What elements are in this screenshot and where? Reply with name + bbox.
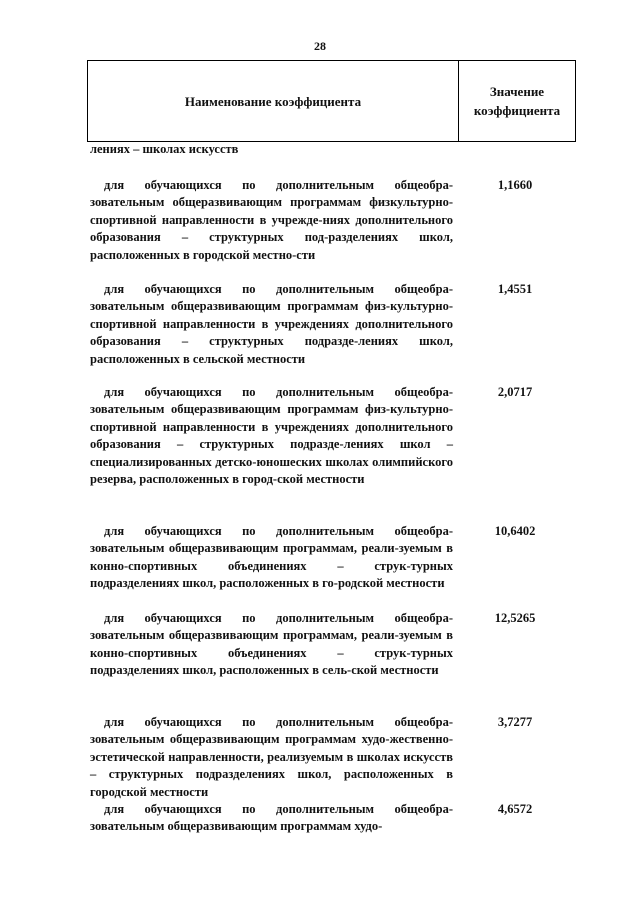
row-description: для обучающихся по дополнительным общеобра-зовательным общеразвивающим программам физкультурно-спортивной направленности в учрежде-ниях дополнительного образования – структурных под-разделениях школ, расположенных в городской местно-сти bbox=[90, 178, 453, 262]
row-value: 1,4551 bbox=[497, 282, 533, 296]
row-description: для обучающихся по дополнительным общеобра-зовательным общеразвивающим программам худо- bbox=[90, 802, 453, 834]
row-value: 1,1660 bbox=[497, 178, 533, 192]
continuation-text: лениях – школах искусств bbox=[90, 142, 239, 156]
row-description: для обучающихся по дополнительным общеобра-зовательным общеразвивающим программам, реали-зуемым в конно-спортивных объединениях – струк-турных подразделениях школ, расположенных в го-родской местности bbox=[90, 524, 453, 591]
row-value: 2,0717 bbox=[497, 385, 533, 399]
row-value: 10,6402 bbox=[494, 524, 536, 538]
row-description: для обучающихся по дополнительным общеобра-зовательным общеразвивающим программам худо-жественно-эстетической направленности, реализуемым в школах искусств – структурных подразделениях школ, расположенных в городской местности bbox=[90, 715, 453, 799]
table-header bbox=[87, 60, 576, 142]
header-value-line2: коэффициента bbox=[473, 103, 561, 118]
row-description: для обучающихся по дополнительным общеобра-зовательным общеразвивающим программам физ-культурно-спортивной направленности в учреждениях дополнительного образования – структурных подразде-лениях школ – специализированных детско-юношеских школах олимпийского резерва, расположенных в город-ской местности bbox=[90, 385, 453, 487]
row-value: 12,5265 bbox=[494, 611, 536, 625]
header-coefficient-value bbox=[459, 61, 575, 141]
page-number: 28 bbox=[314, 39, 326, 53]
row-description: для обучающихся по дополнительным общеобра-зовательным общеразвивающим программам физ-культурно-спортивной направленности в учреждениях дополнительного образования – структурных подразде-лениях школ, расположенных в сельской местности bbox=[90, 282, 453, 366]
row-value: 3,7277 bbox=[497, 715, 533, 729]
row-description: для обучающихся по дополнительным общеобра-зовательным общеразвивающим программам, реали-зуемым в конно-спортивных объединениях – струк-турных подразделениях школ, расположенных в сель-ской местности bbox=[90, 611, 453, 678]
row-value: 4,6572 bbox=[497, 802, 533, 816]
header-coefficient-name: Наименование коэффициента bbox=[88, 61, 459, 141]
header-value-text bbox=[474, 82, 560, 120]
header-value-line1: Значение bbox=[489, 84, 545, 99]
